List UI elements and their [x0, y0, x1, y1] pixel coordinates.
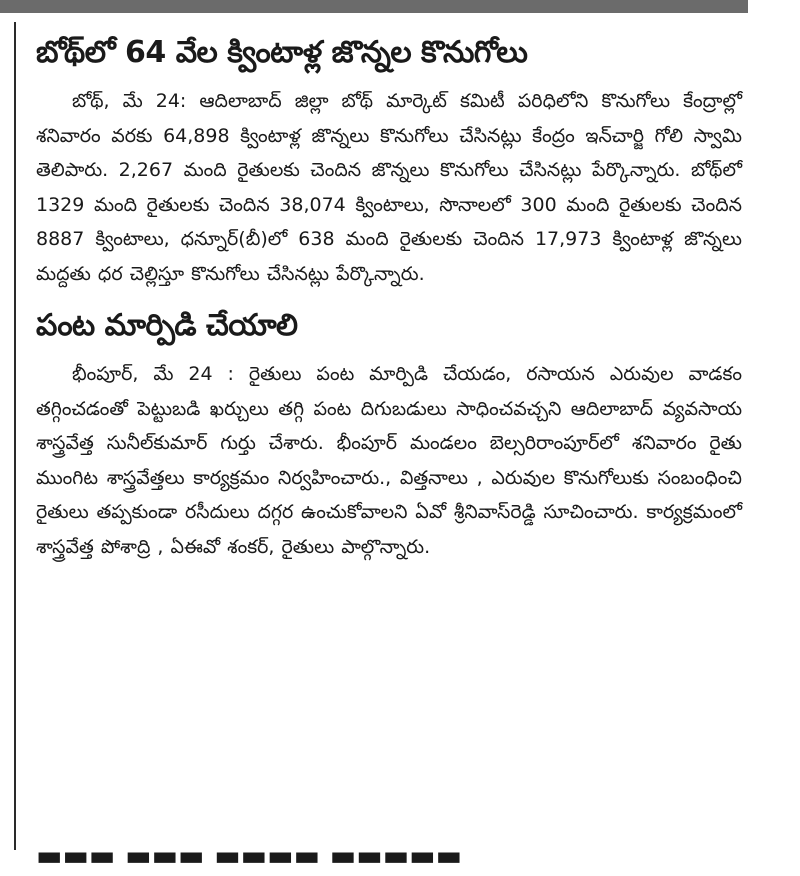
article-panta-marpidi [36, 303, 742, 564]
truncated-next-headline: ▬▬▬ ▬▬▬ ▬▬▬▬ ▬▬▬▬▬ [36, 839, 463, 872]
article-body: బోథ్, మే 24: ఆదిలాబాద్ జిల్లా బోథ్ మార్కెట్ కమిటీ పరిధిలోని కొనుగోలు కేంద్రాల్లో శనివారం వరకు 64,898 క్వింటాళ్ల జొన్నలు కొనుగోలు చేసినట్లు కేంద్రం ఇన్‌చార్జి గోలి స్వామి తెలిపారు. 2,267 మంది రైతులకు చెందిన జొన్నలు కొనుగోలు చేసినట్లు పేర్కొన్నారు. బోథ్‌లో 1329 మంది రైతులకు చెందిన 38,074 క్వింటాలు, సొనాలలో 300 మంది రైతులకు చెందిన 8887 క్వింటాలు, ధన్నూర్(బీ)లో 638 మంది రైతులకు చెందిన 17,973 క్వింటాళ్ల జొన్నలు మద్దతు ధర చెల్లిస్తూ కొనుగోలు చేసినట్లు పేర్కొన్నారు. [36, 90, 742, 285]
column-divider-rule [14, 22, 16, 850]
top-banner-bar [0, 0, 748, 13]
page-margin [748, 0, 800, 850]
article-jonnala-konugolu [36, 30, 742, 291]
article-headline: పంట మార్పిడి చేయాలి [36, 308, 298, 343]
newspaper-column [36, 30, 742, 564]
article-body: భీంపూర్, మే 24 : రైతులు పంట మార్పిడి చేయడం, రసాయన ఎరువుల వాడకం తగ్గించడంతో పెట్టుబడి ఖర్చులు తగ్గి పంట దిగుబడులు సాధించవచ్చని ఆదిలాబాద్ వ్యవసాయ శాస్త్రవేత్త సునీల్‌కుమార్ గుర్తు చేశారు. భీంపూర్ మండలం బెల్సరిరాంపూర్‌లో శనివారం రైతు ముంగిట శాస్త్రవేత్తలు కార్యక్రమం నిర్వహించారు., విత్తనాలు , ఎరువుల కొనుగోలుకు సంబంధించి రైతులు తప్పకుండా రసీదులు దగ్గర ఉంచుకోవాలని ఏవో శ్రీనివాస్‌రెడ్డి సూచించారు. కార్యక్రమంలో శాస్త్రవేత్త పోశాద్రి , ఏఈవో శంకర్, రైతులు పాల్గొన్నారు. [36, 363, 742, 558]
article-headline: బోథ్‌లో 64 వేల క్వింటాళ్ల జొన్నల కొనుగోలు [36, 35, 528, 70]
